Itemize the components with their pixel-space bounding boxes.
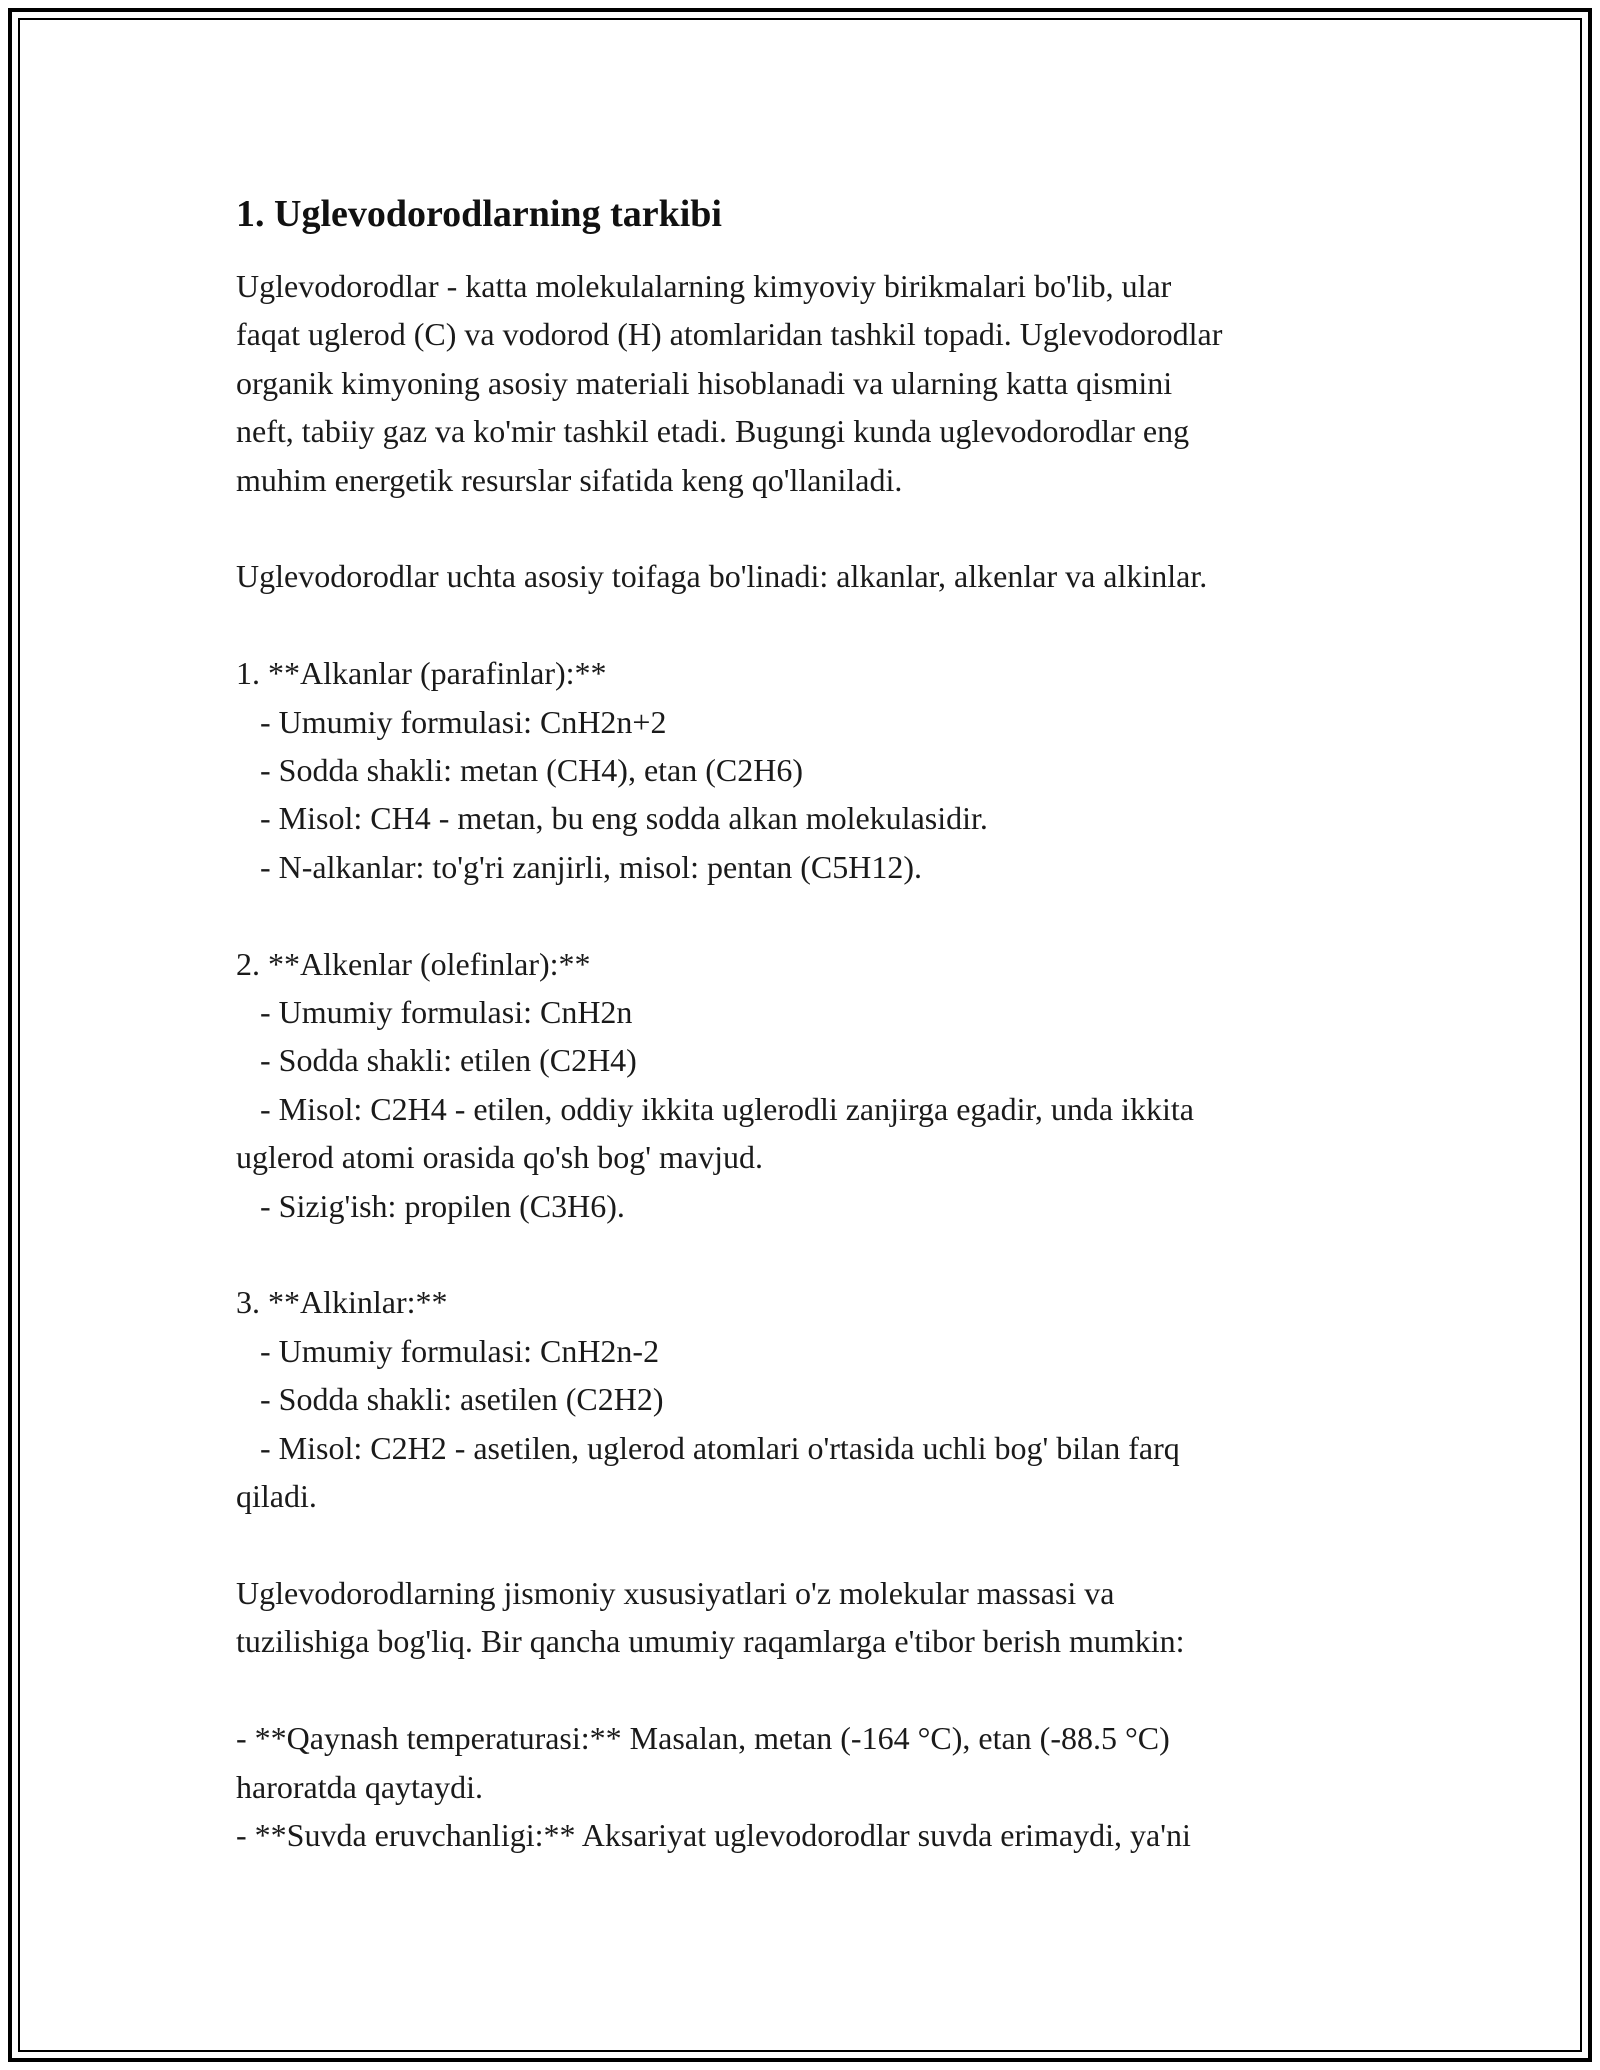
text-line: tuzilishiga bog'liq. Bir qancha umumiy raqamlarga e'tibor berish mumkin: (236, 1623, 1185, 1660)
text-line: 3. **Alkinlar:** (236, 1284, 448, 1321)
body-text (236, 262, 1386, 1859)
text-line: - Sizig'ish: propilen (C3H6). (236, 1187, 625, 1224)
text-line: - **Qaynash temperaturasi:** Masalan, metan (-164 °C), etan (-88.5 °C) (236, 1720, 1170, 1757)
document-content (236, 186, 1386, 1859)
blank-line (236, 601, 1386, 649)
text-line: qiladi. (236, 1478, 317, 1515)
text-line: Uglevodorodlar uchta asosiy toifaga bo'linadi: alkanlar, alkenlar va alkinlar. (236, 558, 1208, 595)
text-line: - Misol: C2H2 - asetilen, uglerod atomlari o'rtasida uchli bog' bilan farq (236, 1429, 1180, 1466)
text-line: - Misol: C2H4 - etilen, oddiy ikkita uglerodli zanjirga egadir, unda ikkita (236, 1090, 1194, 1127)
text-line: Uglevodorodlar - katta molekulalarning kimyoviy birikmalari bo'lib, ular (236, 268, 1172, 304)
text-line: - **Suvda eruvchanligi:** Aksariyat uglevodorodlar suvda erimaydi, ya'ni (236, 1816, 1191, 1853)
blank-line (236, 1521, 1386, 1569)
text-line: - Umumiy formulasi: CnH2n-2 (236, 1332, 660, 1369)
blank-line (236, 1666, 1386, 1714)
text-line: 1. **Alkanlar (parafinlar):** (236, 655, 607, 692)
text-line: - Sodda shakli: etilen (C2H4) (236, 1042, 637, 1079)
text-line: Uglevodorodlarning jismoniy xususiyatlari o'z molekular massasi va (236, 1574, 1115, 1611)
text-line: - Sodda shakli: metan (CH4), etan (C2H6) (236, 752, 803, 789)
text-line: - Misol: CH4 - metan, bu eng sodda alkan molekulasidir. (236, 800, 988, 837)
text-line: - Umumiy formulasi: CnH2n (236, 994, 633, 1031)
blank-line (236, 891, 1386, 939)
text-line: haroratda qaytaydi. (236, 1768, 483, 1805)
text-line: - Sodda shakli: asetilen (C2H2) (236, 1381, 664, 1418)
text-line: - N-alkanlar: to'g'ri zanjirli, misol: pentan (C5H12). (236, 848, 923, 885)
text-line: - Umumiy formulasi: CnH2n+2 (236, 703, 667, 740)
text-line: uglerod atomi orasida qo'sh bog' mavjud. (236, 1139, 763, 1176)
section-heading: 1. Uglevodorodlarning tarkibi (236, 193, 722, 235)
blank-line (236, 504, 1386, 552)
text-line: 2. **Alkenlar (olefinlar):** (236, 945, 591, 982)
text-line: muhim energetik resurslar sifatida keng qo'llaniladi. (236, 461, 903, 498)
text-line: neft, tabiiy gaz va ko'mir tashkil etadi. Bugungi kunda uglevodorodlar eng (236, 413, 1190, 450)
text-line: faqat uglerod (C) va vodorod (H) atomlaridan tashkil topadi. Uglevodorodlar (236, 316, 1223, 353)
text-line: organik kimyoning asosiy materiali hisoblanadi va ularning katta qismini (236, 364, 1173, 401)
blank-line (236, 1230, 1386, 1278)
